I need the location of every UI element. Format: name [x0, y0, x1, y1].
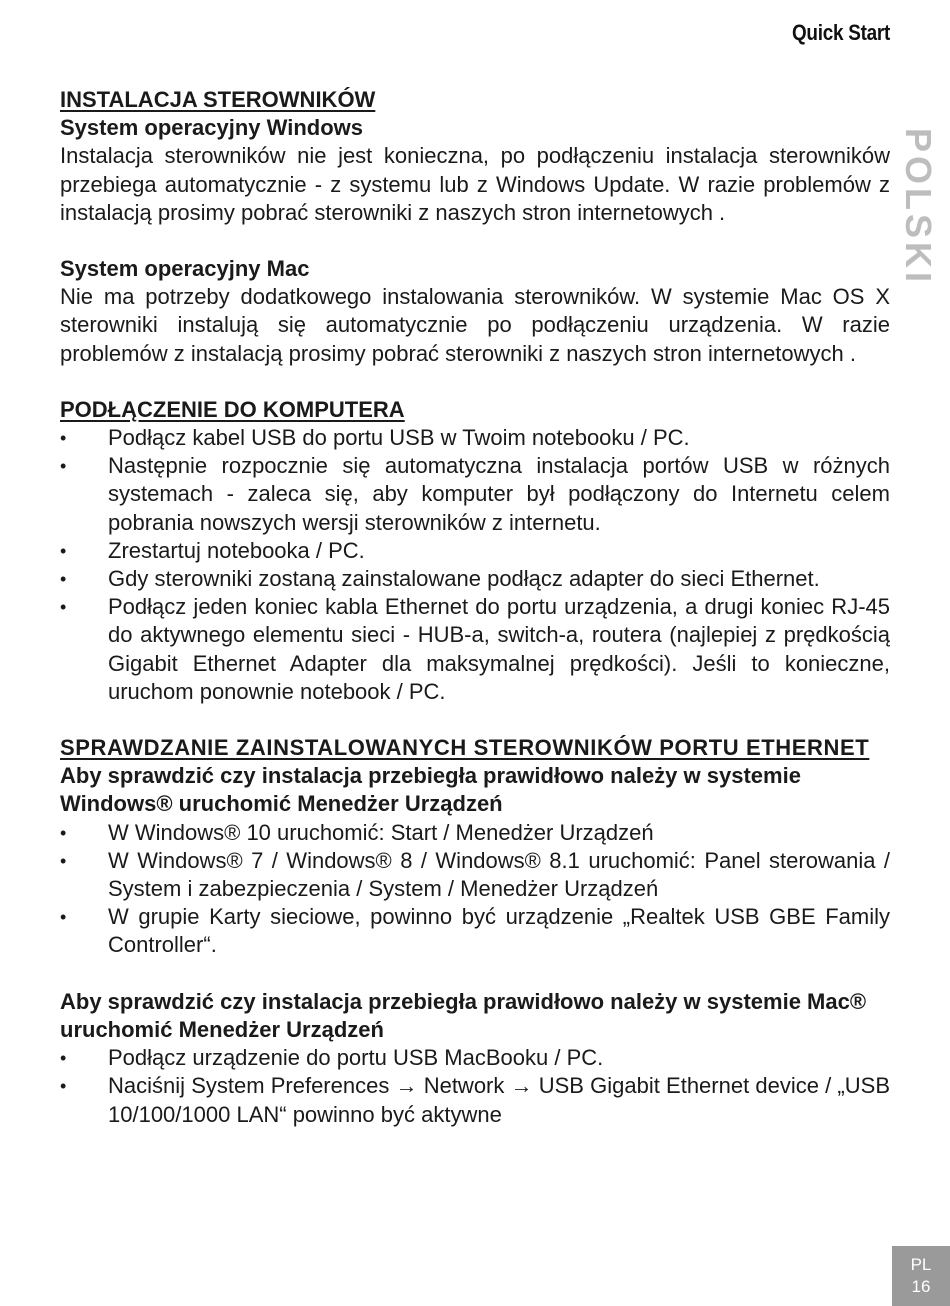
verify-windows-subheading: Aby sprawdzić czy instalacja przebiegła prawidłowo należy w systemie Windows® uruchomić Menedżer Urządzeń: [60, 763, 801, 817]
side-language-label: POLSKI: [898, 128, 939, 287]
page-language-code: PL: [910, 1255, 932, 1274]
list-item: • W Windows® 7 / Windows® 8 / Windows® 8.1 uruchomić: Panel sterowania / System i zabezpieczenia / System / Menedżer Urządzeń: [60, 847, 890, 903]
page-number-tab: [892, 1246, 950, 1306]
list-item: • Gdy sterowniki zostaną zainstalowane podłącz adapter do sieci Ethernet.: [60, 565, 890, 593]
page-header-title: Quick Start: [791, 20, 890, 45]
list-item: • W Windows® 10 uruchomić: Start / Menedżer Urządzeń: [60, 819, 890, 847]
connect-heading: PODŁĄCZENIE DO KOMPUTERA: [60, 396, 405, 422]
page-content: [60, 86, 890, 1129]
verify-mac-subheading: Aby sprawdzić czy instalacja przebiegła prawidłowo należy w systemie Mac® uruchomić Menedżer Urządzeń: [60, 988, 867, 1042]
mac-subheading: System operacyjny Mac: [60, 256, 310, 282]
windows-paragraph: Instalacja sterowników nie jest konieczna, po podłączeniu instalacja sterowników przebiega automatycznie - z systemu lub z Windows Update. W razie problemów z instalacją prosimy pobrać sterowniki z naszych stron internetowych .: [60, 143, 890, 225]
drivers-heading: INSTALACJA STEROWNIKÓW: [60, 87, 376, 112]
list-item: • Następnie rozpocznie się automatyczna instalacja portów USB w różnych systemach - zaleca się, aby komputer był podłączony do Internetu celem pobrania nowszych wersji sterowników z internetu.: [60, 452, 890, 537]
list-item: • Podłącz jeden koniec kabla Ethernet do portu urządzenia, a drugi koniec RJ-45 do aktywnego elementu sieci - HUB-a, switch-a, routera (najlepiej z prędkością Gigabit Ethernet Adapter dla maksymalnej prędkości). Jeśli to konieczne, uruchom ponownie notebook / PC.: [60, 593, 890, 706]
list-item: • Zrestartuj notebooka / PC.: [60, 537, 890, 565]
list-item: • Podłącz urządzenie do portu USB MacBooku / PC.: [60, 1044, 890, 1072]
windows-subheading: System operacyjny Windows: [60, 115, 364, 141]
verify-windows-list: [60, 819, 890, 960]
page-number: 16: [911, 1277, 931, 1296]
list-item: • W grupie Karty sieciowe, powinno być urządzenie „Realtek USB GBE Family Controller“.: [60, 903, 890, 959]
mac-paragraph: Nie ma potrzeby dodatkowego instalowania sterowników. W systemie Mac OS X sterowniki instalują się automatycznie po podłączeniu urządzenia. W razie problemów z instalacją prosimy pobrać sterowniki z naszych stron internetowych .: [60, 284, 890, 366]
verify-heading: SPRAWDZANIE ZAINSTALOWANYCH STEROWNIKÓW PORTU ETHERNET: [60, 735, 870, 761]
list-item: • Naciśnij System Preferences → Network → USB Gigabit Ethernet device / „USB 10/100/1000 LAN“ powinno być aktywne: [60, 1072, 890, 1128]
connect-list: [60, 424, 890, 706]
verify-mac-list: [60, 1044, 890, 1129]
list-item: • Podłącz kabel USB do portu USB w Twoim notebooku / PC.: [60, 424, 890, 452]
